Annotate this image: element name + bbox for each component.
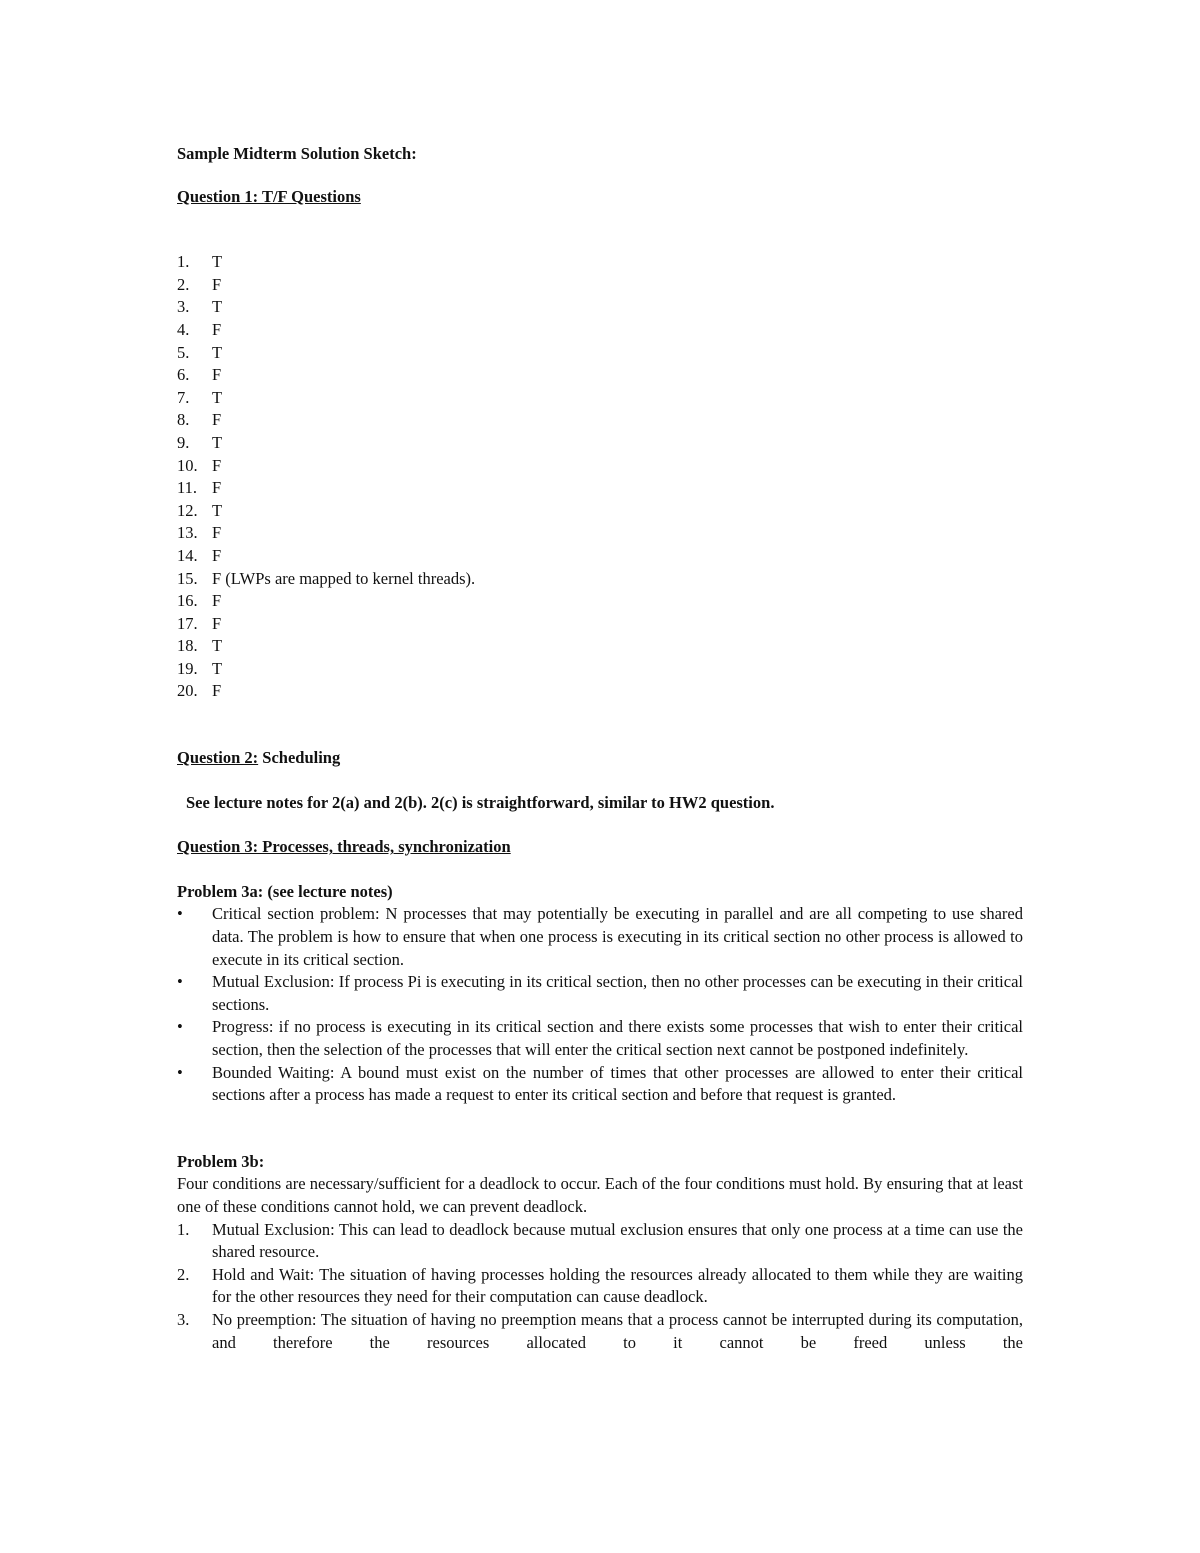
question-2-answer: See lecture notes for 2(a) and 2(b). 2(c) is straightforward, similar to HW2 question.	[186, 792, 775, 812]
problem-3a-bullets	[177, 903, 1023, 1106]
tf-answer-row	[177, 680, 1023, 703]
tf-answer-row	[177, 342, 1023, 365]
tf-answer-number: 9.	[177, 432, 190, 452]
tf-answer-number: 7.	[177, 387, 190, 407]
tf-answer-value: F	[212, 455, 222, 475]
numbered-item	[177, 1264, 1023, 1309]
tf-answer-value: F	[212, 274, 222, 294]
tf-answer-row	[177, 658, 1023, 681]
tf-answer-number: 3.	[177, 297, 190, 317]
tf-answer-number: 5.	[177, 342, 190, 362]
tf-answer-number: 18.	[177, 636, 198, 656]
bullet-item	[177, 903, 1023, 971]
tf-answer-value: F	[212, 613, 222, 633]
tf-answer-row	[177, 477, 1023, 500]
tf-answer-row	[177, 500, 1023, 523]
numbered-item-text: No preemption: The situation of having no preemption means that a process cannot be interrupted during its computation, and therefore the resources allocated to it cannot be freed unless the	[212, 1309, 1023, 1352]
tf-answer-list	[177, 251, 1023, 703]
numbered-item-number: 2.	[177, 1264, 190, 1284]
numbered-item-text: Mutual Exclusion: This can lead to deadlock because mutual exclusion ensures that only one process at a time can use the shared resource.	[212, 1219, 1023, 1262]
bullet-item	[177, 1016, 1023, 1061]
bullet-dot-icon: •	[177, 1062, 183, 1082]
tf-answer-value: F	[212, 410, 222, 430]
tf-answer-row	[177, 545, 1023, 568]
tf-answer-number: 15.	[177, 568, 198, 588]
problem-3b-list	[177, 1219, 1023, 1355]
tf-answer-value: F	[212, 365, 222, 385]
tf-answer-number: 10.	[177, 455, 198, 475]
tf-answer-value: F	[212, 523, 222, 543]
tf-answer-value: T	[212, 432, 223, 452]
tf-answer-row	[177, 613, 1023, 636]
tf-answer-value: T	[212, 500, 223, 520]
question-2-topic: Scheduling	[258, 748, 341, 768]
tf-answer-number: 6.	[177, 365, 190, 385]
tf-answer-number: 8.	[177, 410, 190, 430]
bullet-text: Progress: if no process is executing in its critical section and there exists some processes that wish to enter their critical section, then the selection of the processes that will enter the critical section next cannot be postponed indefinitely.	[212, 1017, 1023, 1059]
tf-answer-row	[177, 274, 1023, 297]
tf-answer-value: F (LWPs are mapped to kernel threads).	[212, 568, 476, 588]
tf-answer-number: 2.	[177, 274, 190, 294]
tf-answer-number: 14.	[177, 545, 198, 565]
document-title: Sample Midterm Solution Sketch:	[177, 144, 417, 163]
tf-answer-value: T	[212, 658, 223, 678]
question-2-heading	[177, 747, 1023, 770]
tf-answer-number: 4.	[177, 319, 190, 339]
tf-answer-value: T	[212, 387, 223, 407]
tf-answer-row	[177, 635, 1023, 658]
tf-answer-row	[177, 319, 1023, 342]
tf-answer-value: F	[212, 319, 222, 339]
tf-answer-number: 19.	[177, 658, 198, 678]
tf-answer-row	[177, 364, 1023, 387]
problem-3b-intro: Four conditions are necessary/sufficient for a deadlock to occur. Each of the four conditions must hold. By ensuring that at least one of these conditions cannot hold, we can prevent deadlock.	[177, 1174, 1023, 1216]
bullet-text: Bounded Waiting: A bound must exist on the number of times that other processes are allowed to enter their critical sections after a process has made a request to enter its critical section and before that request is granted.	[212, 1062, 1023, 1105]
tf-answer-number: 17.	[177, 613, 198, 633]
numbered-item-number: 3.	[177, 1309, 190, 1329]
tf-answer-row	[177, 251, 1023, 274]
tf-answer-number: 12.	[177, 500, 198, 520]
tf-answer-number: 11.	[177, 478, 198, 498]
question-3-heading: Question 3: Processes, threads, synchronization	[177, 837, 511, 857]
tf-answer-number: 1.	[177, 252, 190, 272]
bullet-text: Critical section problem: N processes that may potentially be executing in parallel and are all competing to use shared data. The problem is how to ensure that when one process is executing in its critical section no other process is allowed to execute in its critical section.	[212, 904, 1023, 969]
bullet-dot-icon: •	[177, 972, 183, 992]
bullet-text: Mutual Exclusion: If process Pi is executing in its critical section, then no other processes can be executing in their critical sections.	[212, 972, 1023, 1014]
bullet-dot-icon: •	[177, 904, 183, 924]
tf-answer-row	[177, 387, 1023, 410]
bullet-item	[177, 971, 1023, 1016]
tf-answer-value: F	[212, 478, 222, 498]
numbered-item	[177, 1219, 1023, 1264]
tf-answer-value: F	[212, 591, 222, 611]
tf-answer-value: T	[212, 297, 223, 317]
tf-answer-row	[177, 522, 1023, 545]
bullet-dot-icon: •	[177, 1017, 183, 1037]
tf-answer-value: F	[212, 681, 222, 701]
tf-answer-number: 13.	[177, 523, 198, 543]
tf-answer-value: T	[212, 252, 223, 272]
tf-answer-number: 20.	[177, 681, 198, 701]
tf-answer-number: 16.	[177, 591, 198, 611]
numbered-item	[177, 1309, 1023, 1354]
question-1-heading: Question 1: T/F Questions	[177, 186, 361, 206]
problem-3b-title: Problem 3b:	[177, 1151, 265, 1171]
tf-answer-row	[177, 590, 1023, 613]
question-2-label: Question 2:	[177, 748, 259, 768]
bullet-item	[177, 1062, 1023, 1107]
numbered-item-text: Hold and Wait: The situation of having processes holding the resources already allocated to them while they are waiting for the other resources they need for their computation can cause deadlock.	[212, 1264, 1023, 1307]
problem-3a-title: Problem 3a: (see lecture notes)	[177, 881, 393, 901]
tf-answer-value: T	[212, 636, 223, 656]
tf-answer-row	[177, 409, 1023, 432]
tf-answer-row	[177, 568, 1023, 591]
tf-answer-value: T	[212, 342, 223, 362]
tf-answer-value: F	[212, 545, 222, 565]
tf-answer-row	[177, 432, 1023, 455]
document-content	[177, 143, 1023, 1354]
numbered-item-number: 1.	[177, 1219, 190, 1239]
tf-answer-row	[177, 455, 1023, 478]
tf-answer-row	[177, 296, 1023, 319]
